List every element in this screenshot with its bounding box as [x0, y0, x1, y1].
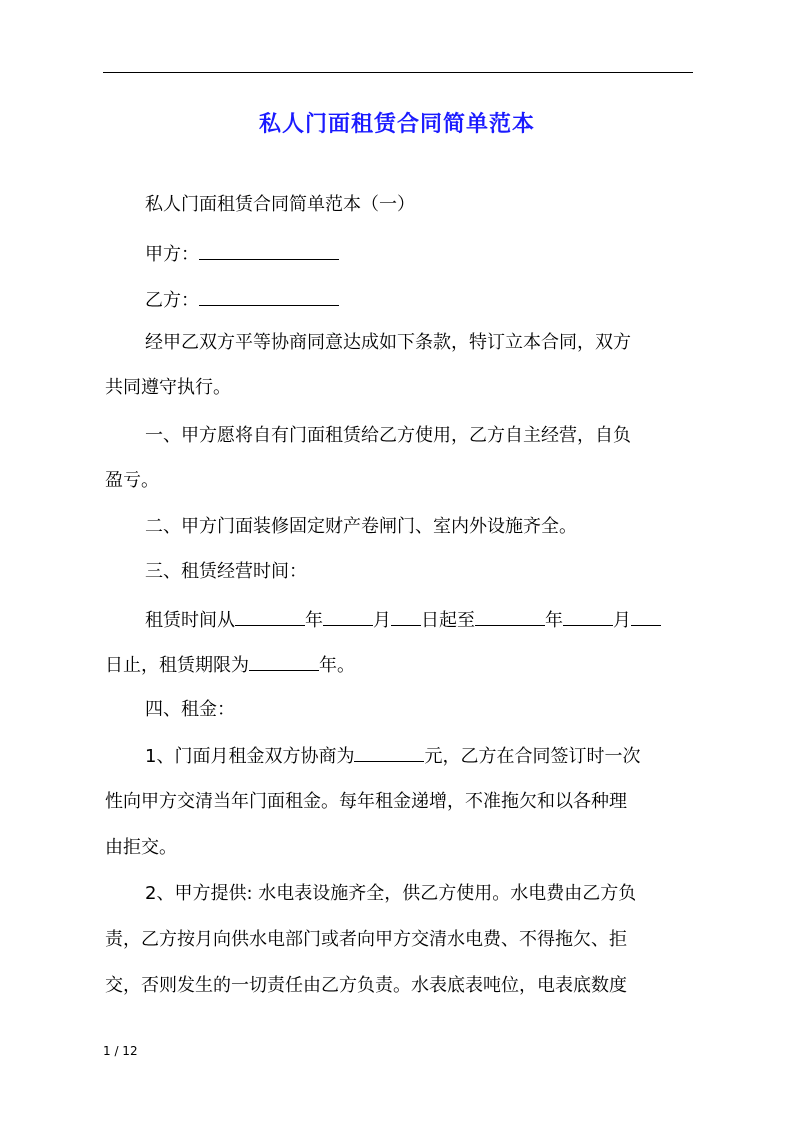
- rent-line-3: 由拒交。: [105, 837, 177, 858]
- party-b-line: [145, 287, 745, 313]
- end-month-blank: [563, 607, 613, 626]
- term-prefix: 租赁时间从: [145, 610, 235, 631]
- clause-1-line-2: 盈亏。: [105, 470, 159, 491]
- term-year-end: 年。: [319, 655, 355, 676]
- start-year-blank: [235, 607, 305, 626]
- lease-term-line-2: [105, 652, 705, 678]
- end-month-label: 月: [613, 610, 631, 631]
- rent-suffix: 元，乙方在合同签订时一次: [424, 746, 641, 767]
- supply-line-1: 2、甲方提供: 水电表设施齐全，供乙方使用。水电费由乙方负: [145, 883, 637, 904]
- party-b-label: 乙方：: [145, 290, 199, 311]
- intro-line-1: 经甲乙双方平等协商同意达成如下条款，特订立本合同，双方: [145, 332, 631, 353]
- term-length-blank: [249, 652, 319, 671]
- start-month-label: 月: [373, 610, 391, 631]
- party-b-blank: [199, 287, 339, 306]
- rent-line-1: [145, 743, 745, 769]
- end-year-label: 年: [545, 610, 563, 631]
- end-day-blank: [631, 607, 661, 626]
- page-number: 1 / 12: [103, 1044, 138, 1058]
- clause-1-line-1: 一、甲方愿将自有门面租赁给乙方使用，乙方自主经营，自负: [145, 425, 631, 446]
- party-a-label: 甲方：: [145, 244, 199, 265]
- start-month-blank: [323, 607, 373, 626]
- clause-4-title: 四、租金：: [145, 699, 235, 720]
- rent-amount-blank: [354, 743, 424, 762]
- clause-2: 二、甲方门面装修固定财产卷闸门、室内外设施齐全。: [145, 516, 577, 537]
- intro-line-2: 共同遵守执行。: [105, 377, 231, 398]
- party-a-blank: [199, 241, 339, 260]
- document-title: 私人门面租赁合同简单范本: [258, 112, 535, 137]
- contract-subtitle: 私人门面租赁合同简单范本（一）: [145, 194, 415, 215]
- day-from-label: 日起至: [421, 610, 475, 631]
- start-year-label: 年: [305, 610, 323, 631]
- lease-term-line-1: [145, 607, 745, 633]
- end-year-blank: [475, 607, 545, 626]
- header-rule: [103, 72, 693, 73]
- rent-prefix: 1、门面月租金双方协商为: [145, 746, 355, 767]
- party-a-line: [145, 241, 745, 267]
- term-end: 日止，租赁期限为: [105, 655, 249, 676]
- supply-line-3: 交，否则发生的一切责任由乙方负责。水表底表吨位，电表底数度: [105, 975, 627, 996]
- supply-line-2: 责，乙方按月向供水电部门或者向甲方交清水电费、不得拖欠、拒: [105, 929, 627, 950]
- start-day-blank: [391, 607, 421, 626]
- rent-line-2: 性向甲方交清当年门面租金。每年租金递增，不准拖欠和以各种理: [105, 791, 627, 812]
- clause-3-title: 三、租赁经营时间：: [145, 561, 307, 582]
